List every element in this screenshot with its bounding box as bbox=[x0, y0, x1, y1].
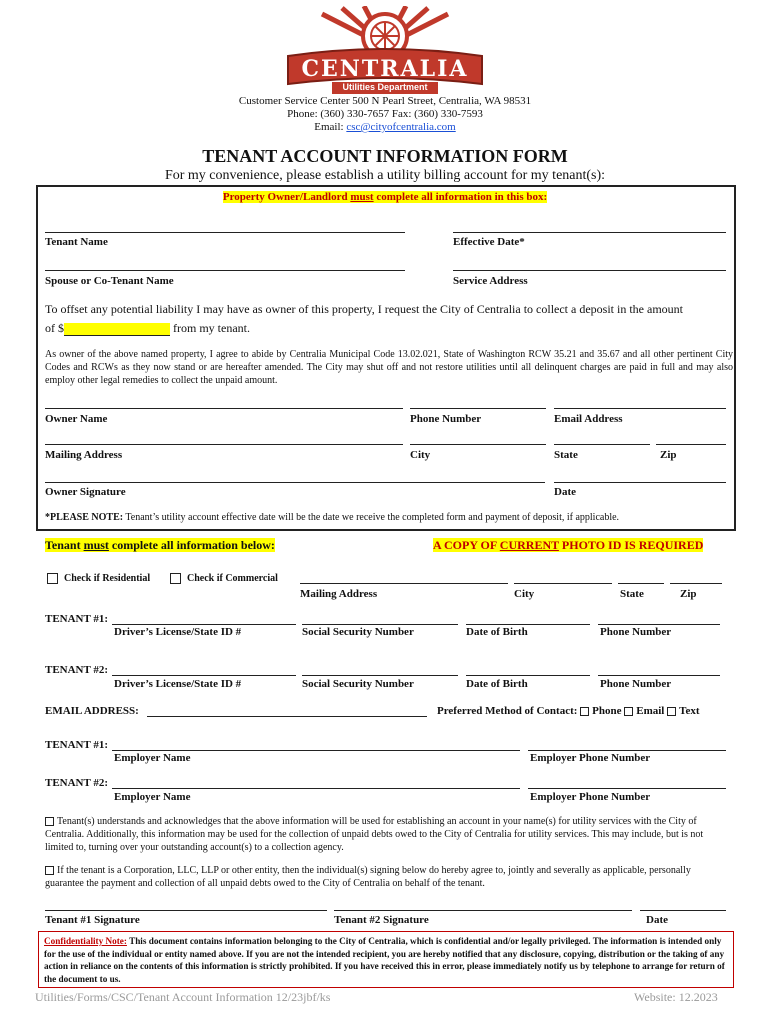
owner-name-label: Owner Name bbox=[45, 413, 108, 425]
owner-city-field[interactable] bbox=[410, 444, 546, 445]
tenant1-signature-label: Tenant #1 Signature bbox=[45, 914, 140, 926]
logo-subtitle: Utilities Department bbox=[342, 82, 428, 92]
tenant1-employer-field[interactable] bbox=[112, 750, 520, 751]
header-phone: Phone: (360) 330-7657 Fax: (360) 330-7593 bbox=[287, 108, 483, 120]
commercial-option[interactable]: Check if Commercial bbox=[170, 573, 278, 584]
email-address-field[interactable] bbox=[147, 716, 427, 717]
tenant2-license-field[interactable] bbox=[112, 675, 296, 676]
tenant2-dob-field[interactable] bbox=[466, 675, 590, 676]
header-address: Customer Service Center 500 N Pearl Street, Centralia, WA 98531 bbox=[238, 95, 532, 107]
contact-email-checkbox[interactable] bbox=[624, 707, 633, 716]
tenant2-phone-label: Phone Number bbox=[600, 678, 672, 690]
tenant1-phone-label: Phone Number bbox=[600, 626, 672, 638]
tenant1-dob-label: Date of Birth bbox=[466, 626, 528, 638]
service-address-field[interactable] bbox=[453, 270, 726, 271]
tenant1-employer-phone-field[interactable] bbox=[528, 750, 726, 751]
tenant2-signature-field[interactable] bbox=[334, 910, 632, 911]
agreement-text: As owner of the above named property, I agree to abide by Centralia Municipal Code 13.02.021, State of Washington RCW 35.21 and 35.67 and all other pertinent City Codes and RCWs as they now stand or are hereafter amended. The City may shut off and not restore utilities until all delinquent charges are paid in full and may also employ other legal remedies to collect the unpaid amount. bbox=[45, 349, 733, 386]
email-link[interactable]: csc@cityofcentralia.com bbox=[346, 121, 456, 133]
owner-phone-label: Phone Number bbox=[410, 413, 482, 425]
deposit-text: To offset any potential liability I may have as owner of this property, I request the City of Centralia to collect a deposit in the amount of $ from my tenant. bbox=[45, 302, 683, 335]
form-subtitle: For my convenience, please establish a utility billing account for my tenant(s): bbox=[164, 168, 606, 183]
employer-tenant2-label: TENANT #2: bbox=[45, 777, 109, 789]
tenant2-employer-field[interactable] bbox=[112, 788, 520, 789]
tenant2-employer-label: Employer Name bbox=[114, 791, 191, 803]
tenant-must-heading: Tenant must complete all information below: bbox=[45, 538, 275, 552]
service-address-label: Service Address bbox=[453, 275, 528, 287]
owner-signature-field[interactable] bbox=[45, 482, 545, 483]
tenant-state-field[interactable] bbox=[618, 583, 664, 584]
owner-city-label: City bbox=[410, 449, 431, 461]
photo-id-heading: A COPY OF CURRENT PHOTO ID IS REQUIRED bbox=[433, 538, 704, 552]
owner-phone-field[interactable] bbox=[410, 408, 546, 409]
please-note: *PLEASE NOTE: Tenant’s utility account effective date will be the date we receive the completed form and payment of deposit, if applicable. bbox=[45, 512, 620, 523]
tenant1-signature-field[interactable] bbox=[45, 910, 327, 911]
tenant2-ssn-label: Social Security Number bbox=[302, 678, 414, 690]
residential-checkbox[interactable] bbox=[47, 573, 58, 584]
tenant-date-field[interactable] bbox=[640, 910, 726, 911]
owner-email-label: Email Address bbox=[554, 413, 623, 425]
spouse-field[interactable] bbox=[45, 270, 405, 271]
owner-mailing-field[interactable] bbox=[45, 444, 403, 445]
owner-date-label: Date bbox=[554, 486, 576, 498]
email-address-label: EMAIL ADDRESS: bbox=[45, 705, 139, 717]
tenant1-employer-label: Employer Name bbox=[114, 752, 191, 764]
tenant-city-label: City bbox=[514, 588, 535, 600]
owner-name-field[interactable] bbox=[45, 408, 403, 409]
owner-state-field[interactable] bbox=[554, 444, 650, 445]
effective-date-label: Effective Date* bbox=[453, 236, 525, 248]
tenant2-signature-label: Tenant #2 Signature bbox=[334, 914, 429, 926]
acknowledgement-2: If the tenant is a Corporation, LLC, LLP or other entity, then the individual(s) signing below do hereby agree to, jointly and severally as applicable, personally guarantee the payment and collection of all unpaid debts owed to the City of Centralia on behalf of the tenant. bbox=[45, 865, 691, 889]
tenant1-dob-field[interactable] bbox=[466, 624, 590, 625]
tenant-mailing-label: Mailing Address bbox=[300, 588, 378, 600]
owner-signature-label: Owner Signature bbox=[45, 486, 126, 498]
tenant2-ssn-field[interactable] bbox=[302, 675, 458, 676]
tenant1-license-label: Driver’s License/State ID # bbox=[114, 626, 242, 638]
tenant1-employer-phone-label: Employer Phone Number bbox=[530, 752, 651, 764]
tenant2-employer-phone-label: Employer Phone Number bbox=[530, 791, 651, 803]
tenant2-phone-field[interactable] bbox=[598, 675, 720, 676]
preferred-contact: Preferred Method of Contact: Phone Email Text bbox=[437, 705, 700, 717]
owner-date-field[interactable] bbox=[554, 482, 726, 483]
tenant2-dob-label: Date of Birth bbox=[466, 678, 528, 690]
tenant1-phone-field[interactable] bbox=[598, 624, 720, 625]
acknowledgement-1: Tenant(s) understands and acknowledges that the above information will be used for establishing an account in your name(s) for utility services with the City of Centralia. Additionally, this information may be used for the collection of unpaid debts owed to the City of Centralia for utility services. This may include, but is not limited to, turning over your outstanding account(s) to a collection agency. bbox=[45, 816, 704, 853]
tenant2-license-label: Driver’s License/State ID # bbox=[114, 678, 242, 690]
tenant1-ssn-label: Social Security Number bbox=[302, 626, 414, 638]
commercial-checkbox[interactable] bbox=[170, 573, 181, 584]
ack2-checkbox[interactable] bbox=[45, 866, 54, 875]
tenant1-license-field[interactable] bbox=[112, 624, 296, 625]
owner-email-field[interactable] bbox=[554, 408, 726, 409]
tenant-mailing-field[interactable] bbox=[300, 583, 508, 584]
tenant-state-label: State bbox=[620, 588, 644, 600]
tenant-city-field[interactable] bbox=[514, 583, 612, 584]
contact-phone-checkbox[interactable] bbox=[580, 707, 589, 716]
tenant-zip-label: Zip bbox=[680, 588, 697, 600]
deposit-amount-field[interactable] bbox=[64, 323, 170, 336]
owner-mailing-label: Mailing Address bbox=[45, 449, 123, 461]
tenant2-label: TENANT #2: bbox=[45, 664, 109, 676]
tenant1-label: TENANT #1: bbox=[45, 613, 109, 625]
spouse-label: Spouse or Co-Tenant Name bbox=[45, 275, 174, 287]
centralia-logo bbox=[282, 6, 488, 98]
tenant1-ssn-field[interactable] bbox=[302, 624, 458, 625]
tenant-name-label: Tenant Name bbox=[45, 236, 108, 248]
residential-option[interactable]: Check if Residential bbox=[47, 573, 150, 584]
owner-box-heading: Property Owner/Landlord must complete all information in this box: bbox=[222, 191, 548, 203]
tenant-date-label: Date bbox=[646, 914, 668, 926]
contact-text-checkbox[interactable] bbox=[667, 707, 676, 716]
header-email-line: Email: csc@cityofcentralia.com bbox=[314, 121, 456, 133]
owner-state-label: State bbox=[554, 449, 578, 461]
employer-tenant1-label: TENANT #1: bbox=[45, 739, 109, 751]
footer-form-id: Utilities/Forms/CSC/Tenant Account Information 12/23jbf/ks bbox=[35, 990, 331, 1004]
tenant-name-field[interactable] bbox=[45, 232, 405, 233]
confidentiality-box bbox=[38, 931, 734, 988]
confidentiality-label: Confidentiality Note: bbox=[44, 936, 127, 946]
form-title: TENANT ACCOUNT INFORMATION FORM bbox=[202, 146, 568, 166]
owner-zip-field[interactable] bbox=[656, 444, 726, 445]
tenant2-employer-phone-field[interactable] bbox=[528, 788, 726, 789]
owner-zip-label: Zip bbox=[660, 449, 677, 461]
ack1-checkbox[interactable] bbox=[45, 817, 54, 826]
effective-date-field[interactable] bbox=[453, 232, 726, 233]
tenant-zip-field[interactable] bbox=[670, 583, 722, 584]
confidentiality-text: This document contains information belonging to the City of Centralia, which is confidential and/or legally privileged. The information is intended only for the use of the individual or entity named above. If you are not the intended recipient, you are hereby notified that any disclosure, copying, distribution or the taking of any action in reliance on the contents of this information is strictly prohibited. If you have received this in error, please immediately notify us by telephone to arrange for return of the document to us. bbox=[44, 936, 725, 984]
footer-website: Website: 12.2023 bbox=[634, 990, 718, 1004]
logo-name: CENTRALIA bbox=[301, 56, 469, 82]
